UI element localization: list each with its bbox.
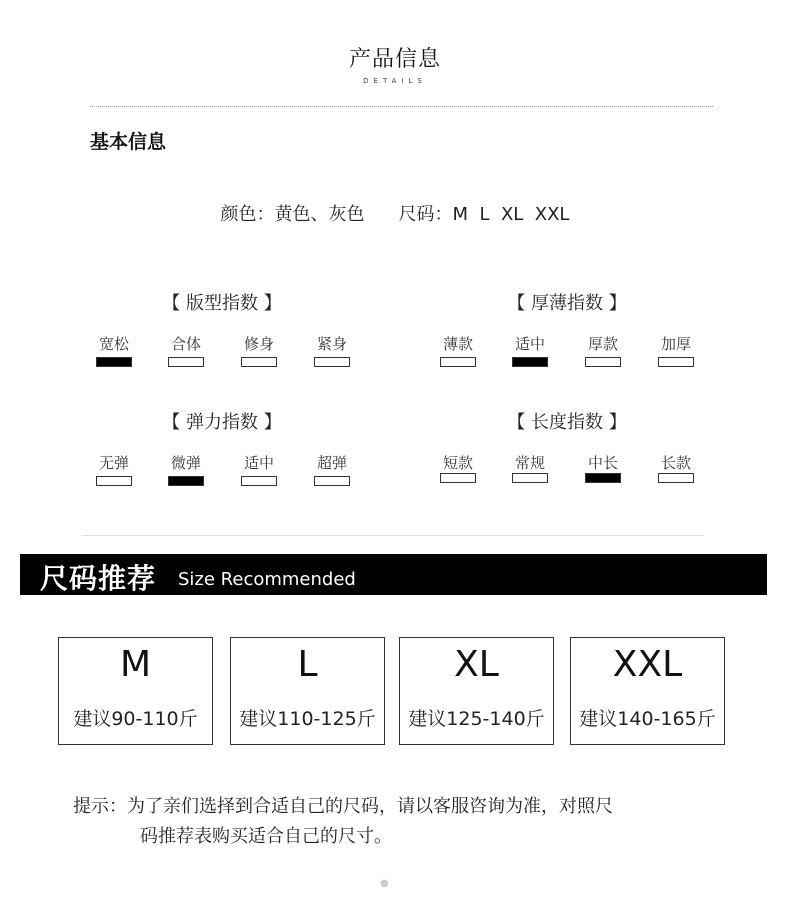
- size-card-size: XL: [454, 644, 499, 685]
- fit-option-indicator: [241, 357, 277, 367]
- elasticity-option-label: 超弹: [316, 454, 347, 472]
- banner-title-en: Size Recommended: [178, 569, 356, 590]
- thickness-option-label: 厚款: [587, 335, 618, 353]
- tip-line-2: 码推荐表购买适合自己的尺寸。: [140, 826, 392, 847]
- length-option-indicator: [585, 473, 621, 483]
- elasticity-option-label: 无弹: [98, 454, 129, 472]
- watermark-icon: ●: [380, 878, 389, 889]
- thickness-option-indicator: [512, 357, 548, 367]
- size-card-xl: [399, 637, 554, 745]
- length-option-indicator: [658, 473, 694, 483]
- size-value: M L XL XXL: [452, 204, 570, 225]
- length-option-label: 长款: [660, 454, 691, 472]
- length-index-title: 【 长度指数 】: [507, 412, 627, 433]
- elasticity-option-indicator: [168, 476, 204, 486]
- elasticity-option-label: 适中: [243, 454, 274, 472]
- thickness-option-label: 适中: [514, 335, 545, 353]
- dotted-divider: [90, 106, 713, 107]
- elasticity-index-title: 【 弹力指数 】: [162, 412, 282, 433]
- size-card-l: [230, 637, 385, 745]
- length-option-label: 中长: [587, 454, 618, 472]
- size-card-size: XXL: [612, 644, 683, 685]
- elasticity-option-indicator: [241, 476, 277, 486]
- elasticity-option-indicator: [314, 476, 350, 486]
- size-card-range: 建议90-110斤: [73, 708, 198, 730]
- size-card-xxl: [570, 637, 725, 745]
- fit-index-title: 【 版型指数 】: [162, 293, 282, 314]
- size-banner: [20, 554, 767, 595]
- size-card-range: 建议125-140斤: [408, 708, 545, 730]
- color-label: 颜色：: [220, 204, 275, 225]
- elasticity-option-indicator: [96, 476, 132, 486]
- basic-specs: [0, 200, 790, 226]
- fit-option-label: 修身: [243, 335, 274, 353]
- length-option-label: 短款: [442, 454, 473, 472]
- fit-option-indicator: [96, 357, 132, 367]
- elasticity-option-label: 微弹: [170, 454, 201, 472]
- size-label: 尺码：: [398, 204, 453, 225]
- size-card-range: 建议110-125斤: [239, 708, 376, 730]
- thickness-index-title: 【 厚薄指数 】: [507, 293, 627, 314]
- color-value: 黄色、灰色: [274, 204, 365, 225]
- length-option-indicator: [440, 473, 476, 483]
- fit-option-label: 宽松: [98, 335, 129, 353]
- section-divider: [82, 535, 704, 536]
- length-option-indicator: [512, 473, 548, 483]
- fit-option-label: 紧身: [316, 335, 347, 353]
- size-card-size: L: [297, 644, 318, 685]
- page-title: 产品信息: [348, 47, 441, 72]
- fit-option-indicator: [168, 357, 204, 367]
- thickness-option-label: 薄款: [442, 335, 473, 353]
- length-option-label: 常规: [514, 454, 545, 472]
- fit-option-label: 合体: [170, 335, 201, 353]
- thickness-option-indicator: [585, 357, 621, 367]
- thickness-option-indicator: [658, 357, 694, 367]
- thickness-option-label: 加厚: [660, 335, 691, 353]
- size-card-range: 建议140-165斤: [579, 708, 716, 730]
- fit-option-indicator: [314, 357, 350, 367]
- size-card-size: M: [119, 644, 152, 685]
- page-subtitle: DETAILS: [363, 77, 427, 85]
- basic-info-heading: 基本信息: [90, 131, 167, 153]
- tip-line-1: 提示：为了亲们选择到合适自己的尺码，请以客服咨询为准，对照尺: [73, 796, 613, 817]
- size-card-m: [58, 637, 213, 745]
- banner-title-cn: 尺码推荐: [40, 562, 157, 595]
- thickness-option-indicator: [440, 357, 476, 367]
